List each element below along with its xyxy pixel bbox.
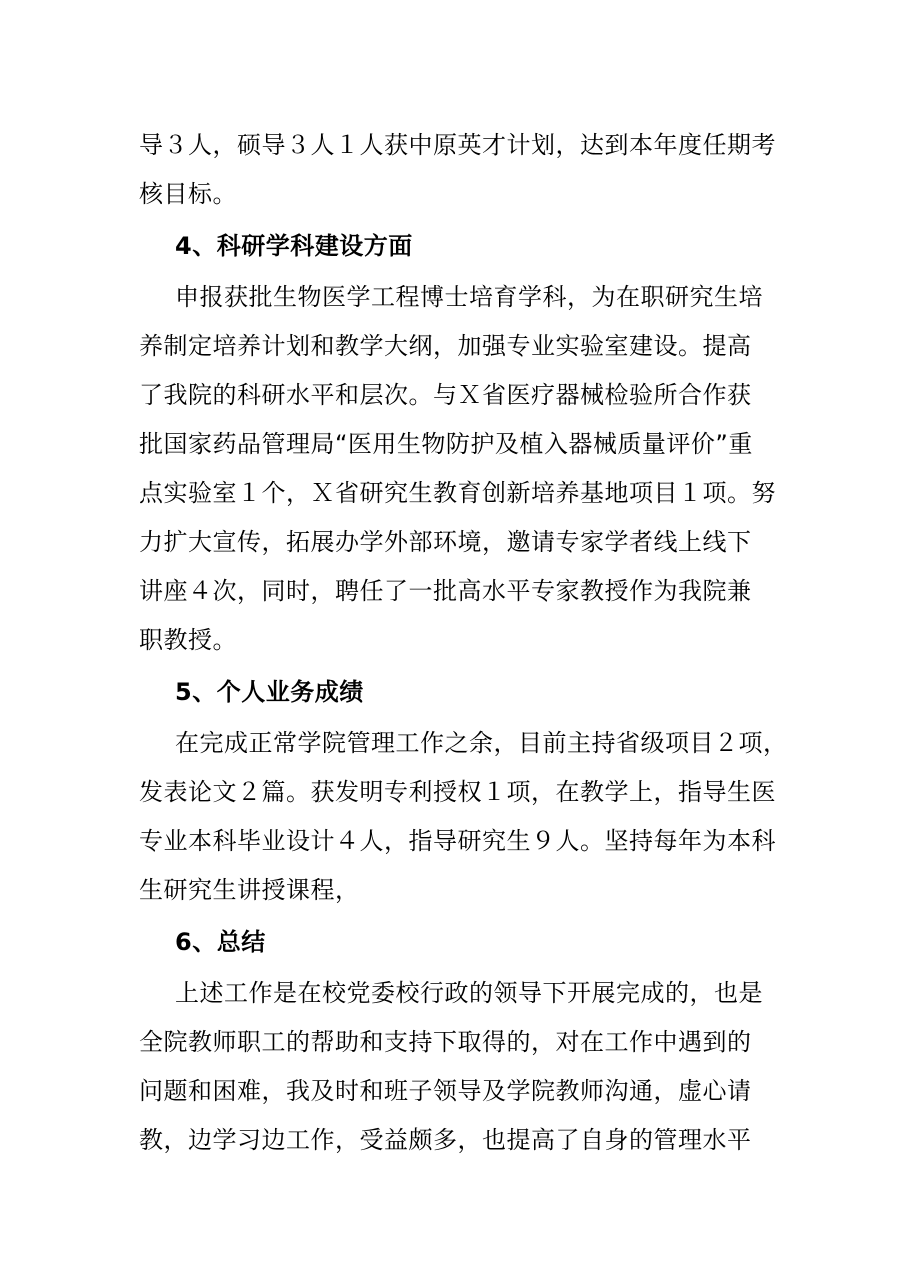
paragraph-line: 养制定培养计划和教学大纲，加强专业实验室建设。提高 bbox=[139, 332, 752, 360]
paragraph-line: 核目标。 bbox=[139, 180, 237, 208]
paragraph-line: 在完成正常学院管理工作之余，目前主持省级项目２项， bbox=[175, 729, 788, 757]
section-heading-summary: 6、总结 bbox=[175, 928, 266, 956]
section-heading-research: 4、科研学科建设方面 bbox=[175, 232, 413, 260]
paragraph-line: 教，边学习边工作，受益颇多，也提高了自身的管理水平 bbox=[139, 1126, 752, 1154]
paragraph-line: 全院教师职工的帮助和支持下取得的，对在工作中遇到的 bbox=[139, 1028, 752, 1056]
paragraph-line: 批国家药品管理局“医用生物防护及植入器械质量评价”重 bbox=[139, 430, 753, 458]
paragraph-line: 发表论文２篇。获发明专利授权１项，在教学上，指导生医 bbox=[139, 778, 776, 806]
paragraph-line: 力扩大宣传，拓展办学外部环境，邀请专家学者线上线下 bbox=[139, 528, 752, 556]
paragraph-line: 讲座４次，同时，聘任了一批高水平专家教授作为我院兼 bbox=[139, 577, 752, 605]
paragraph-line: 专业本科毕业设计４人，指导研究生９人。坚持每年为本科 bbox=[139, 827, 776, 855]
paragraph-line: 职教授。 bbox=[139, 626, 237, 654]
paragraph-line: 申报获批生物医学工程博士培育学科，为在职研究生培 bbox=[175, 283, 763, 311]
paragraph-line: 了我院的科研水平和层次。与Ｘ省医疗器械检验所合作获 bbox=[139, 381, 752, 409]
paragraph-line: 点实验室１个，Ｘ省研究生教育创新培养基地项目１项。努 bbox=[139, 479, 776, 507]
paragraph-line: 问题和困难，我及时和班子领导及学院教师沟通，虚心请 bbox=[139, 1077, 752, 1105]
section-heading-personal-achievements: 5、个人业务成绩 bbox=[175, 678, 364, 706]
paragraph-line: 上述工作是在校党委校行政的领导下开展完成的，也是 bbox=[175, 979, 763, 1007]
paragraph-line: 生研究生讲授课程， bbox=[139, 876, 360, 904]
paragraph-line: 导３人，硕导３人１人获中原英才计划，达到本年度任期考 bbox=[139, 131, 776, 159]
document-body bbox=[139, 121, 788, 1165]
